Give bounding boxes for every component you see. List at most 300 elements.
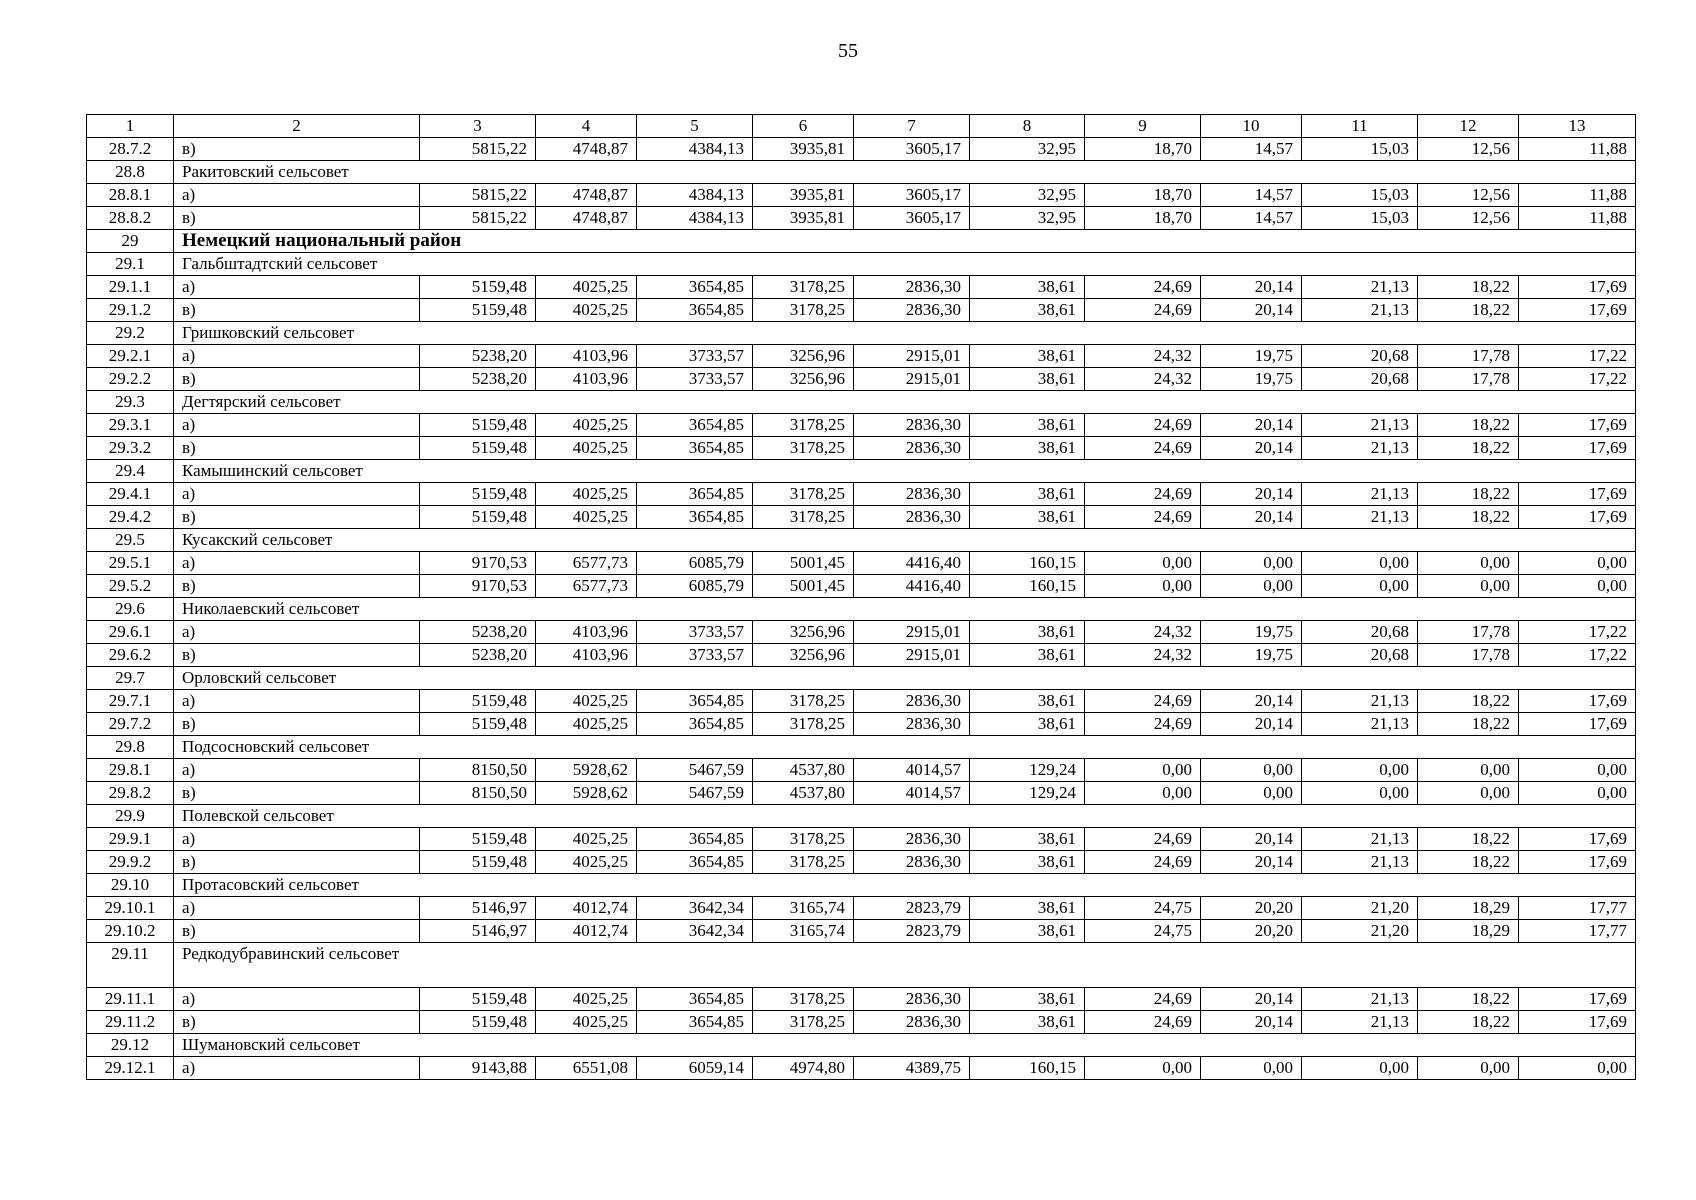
section-name: Полевской сельсовет	[174, 805, 420, 828]
value-cell: 20,20	[1201, 920, 1302, 943]
value-cell: 3654,85	[637, 414, 753, 437]
value-cell: 18,22	[1418, 713, 1519, 736]
value-cell: 38,61	[970, 437, 1085, 460]
section-row	[87, 667, 1636, 690]
value-cell: 3654,85	[637, 506, 753, 529]
row-code: 29.9.1	[87, 828, 174, 851]
value-cell: 3178,25	[753, 437, 854, 460]
value-cell: 4025,25	[536, 1011, 637, 1034]
value-cell: 2836,30	[854, 299, 970, 322]
value-cell: 20,14	[1201, 1011, 1302, 1034]
value-cell: 6551,08	[536, 1057, 637, 1080]
value-cell: 2836,30	[854, 713, 970, 736]
row-code: 29.7	[87, 667, 174, 690]
value-cell: 20,14	[1201, 299, 1302, 322]
table-row	[87, 138, 1636, 161]
section-blank-cell	[420, 736, 1636, 759]
value-cell: 17,77	[1519, 897, 1636, 920]
row-label: а)	[174, 621, 420, 644]
value-cell: 3733,57	[637, 345, 753, 368]
value-cell: 4025,25	[536, 506, 637, 529]
value-cell: 3165,74	[753, 897, 854, 920]
row-code: 29.11.2	[87, 1011, 174, 1034]
value-cell: 0,00	[1418, 782, 1519, 805]
value-cell: 12,56	[1418, 184, 1519, 207]
section-name: Дегтярский сельсовет	[174, 391, 420, 414]
value-cell: 4025,25	[536, 690, 637, 713]
value-cell: 18,22	[1418, 414, 1519, 437]
row-label: в)	[174, 644, 420, 667]
value-cell: 5159,48	[420, 276, 536, 299]
value-cell: 3178,25	[753, 483, 854, 506]
value-cell: 14,57	[1201, 138, 1302, 161]
column-number-header: 7	[854, 115, 970, 138]
value-cell: 2915,01	[854, 644, 970, 667]
value-cell: 4384,13	[637, 184, 753, 207]
section-blank-cell	[420, 1034, 1636, 1057]
row-label: в)	[174, 851, 420, 874]
value-cell: 38,61	[970, 299, 1085, 322]
value-cell: 3178,25	[753, 690, 854, 713]
column-number-header: 2	[174, 115, 420, 138]
section-row	[87, 460, 1636, 483]
section-row	[87, 391, 1636, 414]
value-cell: 24,75	[1085, 920, 1201, 943]
table-row	[87, 207, 1636, 230]
row-code: 29.5.2	[87, 575, 174, 598]
value-cell: 38,61	[970, 506, 1085, 529]
value-cell: 14,57	[1201, 184, 1302, 207]
column-number-header: 6	[753, 115, 854, 138]
value-cell: 5159,48	[420, 988, 536, 1011]
value-cell: 4416,40	[854, 575, 970, 598]
value-cell: 5159,48	[420, 690, 536, 713]
value-cell: 3605,17	[854, 184, 970, 207]
value-cell: 5238,20	[420, 368, 536, 391]
value-cell: 2836,30	[854, 437, 970, 460]
section-name: Редкодубравинский сельсовет	[174, 943, 420, 988]
row-label: в)	[174, 713, 420, 736]
value-cell: 4025,25	[536, 713, 637, 736]
value-cell: 18,29	[1418, 897, 1519, 920]
value-cell: 3178,25	[753, 506, 854, 529]
value-cell: 17,69	[1519, 299, 1636, 322]
row-label: а)	[174, 184, 420, 207]
value-cell: 5238,20	[420, 345, 536, 368]
value-cell: 2915,01	[854, 621, 970, 644]
row-code: 29.4.2	[87, 506, 174, 529]
value-cell: 18,22	[1418, 299, 1519, 322]
value-cell: 3642,34	[637, 897, 753, 920]
value-cell: 19,75	[1201, 621, 1302, 644]
value-cell: 19,75	[1201, 368, 1302, 391]
value-cell: 20,14	[1201, 713, 1302, 736]
column-number-header: 1	[87, 115, 174, 138]
value-cell: 0,00	[1201, 782, 1302, 805]
value-cell: 18,22	[1418, 276, 1519, 299]
value-cell: 17,69	[1519, 713, 1636, 736]
section-row	[87, 161, 1636, 184]
value-cell: 3733,57	[637, 644, 753, 667]
table-row	[87, 506, 1636, 529]
value-cell: 21,13	[1302, 483, 1418, 506]
value-cell: 3654,85	[637, 851, 753, 874]
section-row	[87, 943, 1636, 988]
row-code: 29.6.1	[87, 621, 174, 644]
value-cell: 4384,13	[637, 207, 753, 230]
value-cell: 24,32	[1085, 621, 1201, 644]
row-label: а)	[174, 828, 420, 851]
row-label: а)	[174, 897, 420, 920]
value-cell: 3256,96	[753, 345, 854, 368]
value-cell: 17,69	[1519, 414, 1636, 437]
value-cell: 11,88	[1519, 207, 1636, 230]
table-row	[87, 414, 1636, 437]
row-code: 29.4	[87, 460, 174, 483]
value-cell: 38,61	[970, 690, 1085, 713]
row-label: в)	[174, 368, 420, 391]
row-code: 29.1	[87, 253, 174, 276]
table-row	[87, 184, 1636, 207]
value-cell: 17,69	[1519, 506, 1636, 529]
value-cell: 17,69	[1519, 276, 1636, 299]
value-cell: 4012,74	[536, 897, 637, 920]
value-cell: 2915,01	[854, 368, 970, 391]
value-cell: 38,61	[970, 988, 1085, 1011]
value-cell: 32,95	[970, 184, 1085, 207]
table-row	[87, 368, 1636, 391]
section-name: Орловский сельсовет	[174, 667, 420, 690]
value-cell: 18,70	[1085, 138, 1201, 161]
value-cell: 5159,48	[420, 437, 536, 460]
value-cell: 17,69	[1519, 437, 1636, 460]
value-cell: 38,61	[970, 644, 1085, 667]
column-number-header: 12	[1418, 115, 1519, 138]
row-code: 29.2	[87, 322, 174, 345]
value-cell: 3178,25	[753, 1011, 854, 1034]
row-code: 29	[87, 230, 174, 253]
value-cell: 5467,59	[637, 782, 753, 805]
value-cell: 3642,34	[637, 920, 753, 943]
value-cell: 3654,85	[637, 713, 753, 736]
value-cell: 2836,30	[854, 276, 970, 299]
value-cell: 21,13	[1302, 276, 1418, 299]
row-code: 29.11.1	[87, 988, 174, 1011]
value-cell: 18,22	[1418, 828, 1519, 851]
value-cell: 4014,57	[854, 759, 970, 782]
row-code: 29.9.2	[87, 851, 174, 874]
value-cell: 3178,25	[753, 851, 854, 874]
table-row	[87, 276, 1636, 299]
value-cell: 2915,01	[854, 345, 970, 368]
value-cell: 5159,48	[420, 483, 536, 506]
table-row	[87, 988, 1636, 1011]
value-cell: 2836,30	[854, 506, 970, 529]
table-row	[87, 552, 1636, 575]
value-cell: 24,75	[1085, 897, 1201, 920]
value-cell: 38,61	[970, 276, 1085, 299]
value-cell: 3178,25	[753, 299, 854, 322]
value-cell: 2836,30	[854, 988, 970, 1011]
table-row	[87, 690, 1636, 713]
row-label: а)	[174, 759, 420, 782]
value-cell: 0,00	[1418, 575, 1519, 598]
column-number-header: 13	[1519, 115, 1636, 138]
value-cell: 4537,80	[753, 759, 854, 782]
value-cell: 9143,88	[420, 1057, 536, 1080]
value-cell: 20,14	[1201, 437, 1302, 460]
value-cell: 2823,79	[854, 920, 970, 943]
section-row	[87, 598, 1636, 621]
section-name: Протасовский сельсовет	[174, 874, 420, 897]
value-cell: 0,00	[1519, 782, 1636, 805]
value-cell: 0,00	[1302, 782, 1418, 805]
value-cell: 3178,25	[753, 414, 854, 437]
value-cell: 17,69	[1519, 851, 1636, 874]
row-label: а)	[174, 1057, 420, 1080]
value-cell: 6059,14	[637, 1057, 753, 1080]
value-cell: 17,22	[1519, 368, 1636, 391]
table-row	[87, 299, 1636, 322]
value-cell: 0,00	[1201, 1057, 1302, 1080]
value-cell: 9170,53	[420, 552, 536, 575]
value-cell: 21,13	[1302, 414, 1418, 437]
value-cell: 24,69	[1085, 690, 1201, 713]
column-number-header: 5	[637, 115, 753, 138]
value-cell: 18,22	[1418, 483, 1519, 506]
value-cell: 3256,96	[753, 621, 854, 644]
value-cell: 4103,96	[536, 621, 637, 644]
row-code: 29.12.1	[87, 1057, 174, 1080]
value-cell: 38,61	[970, 414, 1085, 437]
value-cell: 0,00	[1519, 575, 1636, 598]
value-cell: 3178,25	[753, 988, 854, 1011]
value-cell: 17,69	[1519, 483, 1636, 506]
value-cell: 5159,48	[420, 851, 536, 874]
value-cell: 24,69	[1085, 437, 1201, 460]
section-row	[87, 1034, 1636, 1057]
value-cell: 24,69	[1085, 713, 1201, 736]
row-code: 28.7.2	[87, 138, 174, 161]
value-cell: 160,15	[970, 575, 1085, 598]
table-header-row	[87, 115, 1636, 138]
section-blank-cell	[420, 322, 1636, 345]
row-code: 29.11	[87, 943, 174, 988]
section-name: Камышинский сельсовет	[174, 460, 420, 483]
value-cell: 18,22	[1418, 690, 1519, 713]
value-cell: 3178,25	[753, 828, 854, 851]
value-cell: 4014,57	[854, 782, 970, 805]
section-blank-cell	[420, 598, 1636, 621]
value-cell: 5467,59	[637, 759, 753, 782]
value-cell: 18,22	[1418, 506, 1519, 529]
value-cell: 3178,25	[753, 713, 854, 736]
value-cell: 38,61	[970, 621, 1085, 644]
value-cell: 17,69	[1519, 690, 1636, 713]
value-cell: 11,88	[1519, 184, 1636, 207]
value-cell: 4025,25	[536, 828, 637, 851]
value-cell: 19,75	[1201, 345, 1302, 368]
value-cell: 4103,96	[536, 368, 637, 391]
row-code: 29.9	[87, 805, 174, 828]
value-cell: 24,69	[1085, 506, 1201, 529]
value-cell: 5815,22	[420, 207, 536, 230]
value-cell: 5815,22	[420, 184, 536, 207]
value-cell: 4537,80	[753, 782, 854, 805]
row-code: 29.4.1	[87, 483, 174, 506]
value-cell: 38,61	[970, 897, 1085, 920]
row-label: а)	[174, 345, 420, 368]
value-cell: 4748,87	[536, 138, 637, 161]
table-row	[87, 759, 1636, 782]
row-label: а)	[174, 414, 420, 437]
row-code: 29.10.1	[87, 897, 174, 920]
row-code: 29.6	[87, 598, 174, 621]
section-name: Ракитовский сельсовет	[174, 161, 420, 184]
tariff-table	[86, 114, 1636, 1080]
value-cell: 4384,13	[637, 138, 753, 161]
section-row	[87, 230, 1636, 253]
value-cell: 4103,96	[536, 644, 637, 667]
value-cell: 32,95	[970, 138, 1085, 161]
value-cell: 3654,85	[637, 828, 753, 851]
value-cell: 5159,48	[420, 828, 536, 851]
value-cell: 4025,25	[536, 483, 637, 506]
row-code: 29.10	[87, 874, 174, 897]
value-cell: 18,70	[1085, 184, 1201, 207]
row-label: в)	[174, 575, 420, 598]
row-label: в)	[174, 138, 420, 161]
value-cell: 38,61	[970, 713, 1085, 736]
table-row	[87, 897, 1636, 920]
value-cell: 4025,25	[536, 988, 637, 1011]
value-cell: 0,00	[1201, 575, 1302, 598]
value-cell: 5159,48	[420, 506, 536, 529]
value-cell: 3178,25	[753, 276, 854, 299]
value-cell: 20,14	[1201, 828, 1302, 851]
value-cell: 4416,40	[854, 552, 970, 575]
value-cell: 24,69	[1085, 851, 1201, 874]
table-row	[87, 437, 1636, 460]
table-row	[87, 851, 1636, 874]
value-cell: 3256,96	[753, 368, 854, 391]
row-code: 29.8.2	[87, 782, 174, 805]
value-cell: 0,00	[1519, 1057, 1636, 1080]
table-row	[87, 782, 1636, 805]
column-number-header: 4	[536, 115, 637, 138]
value-cell: 24,32	[1085, 368, 1201, 391]
value-cell: 5928,62	[536, 759, 637, 782]
value-cell: 4025,25	[536, 414, 637, 437]
row-code: 29.6.2	[87, 644, 174, 667]
value-cell: 3733,57	[637, 368, 753, 391]
section-blank-cell	[420, 230, 1636, 253]
value-cell: 2836,30	[854, 414, 970, 437]
value-cell: 20,14	[1201, 414, 1302, 437]
value-cell: 3605,17	[854, 207, 970, 230]
value-cell: 38,61	[970, 483, 1085, 506]
value-cell: 21,13	[1302, 437, 1418, 460]
value-cell: 38,61	[970, 828, 1085, 851]
section-row	[87, 529, 1636, 552]
value-cell: 3935,81	[753, 138, 854, 161]
value-cell: 18,22	[1418, 437, 1519, 460]
column-number-header: 3	[420, 115, 536, 138]
row-label: а)	[174, 276, 420, 299]
value-cell: 24,69	[1085, 414, 1201, 437]
row-code: 28.8.2	[87, 207, 174, 230]
value-cell: 17,69	[1519, 828, 1636, 851]
section-blank-cell	[420, 460, 1636, 483]
value-cell: 19,75	[1201, 644, 1302, 667]
row-code: 29.3	[87, 391, 174, 414]
row-code: 29.7.2	[87, 713, 174, 736]
section-name: Гальбштадтский сельсовет	[174, 253, 420, 276]
value-cell: 0,00	[1085, 552, 1201, 575]
table-row	[87, 1057, 1636, 1080]
row-code: 29.3.2	[87, 437, 174, 460]
value-cell: 17,78	[1418, 621, 1519, 644]
value-cell: 32,95	[970, 207, 1085, 230]
table-row	[87, 575, 1636, 598]
value-cell: 5146,97	[420, 897, 536, 920]
value-cell: 24,69	[1085, 828, 1201, 851]
value-cell: 8150,50	[420, 782, 536, 805]
value-cell: 17,22	[1519, 621, 1636, 644]
value-cell: 8150,50	[420, 759, 536, 782]
value-cell: 5159,48	[420, 713, 536, 736]
row-code: 29.8.1	[87, 759, 174, 782]
row-code: 29.1.1	[87, 276, 174, 299]
value-cell: 21,13	[1302, 713, 1418, 736]
value-cell: 4389,75	[854, 1057, 970, 1080]
value-cell: 9170,53	[420, 575, 536, 598]
column-number-header: 11	[1302, 115, 1418, 138]
section-blank-cell	[420, 874, 1636, 897]
value-cell: 160,15	[970, 552, 1085, 575]
value-cell: 3654,85	[637, 483, 753, 506]
value-cell: 129,24	[970, 782, 1085, 805]
value-cell: 5238,20	[420, 644, 536, 667]
value-cell: 18,29	[1418, 920, 1519, 943]
value-cell: 15,03	[1302, 207, 1418, 230]
section-name: Немецкий национальный район	[174, 230, 420, 253]
value-cell: 0,00	[1201, 552, 1302, 575]
section-name: Николаевский сельсовет	[174, 598, 420, 621]
value-cell: 3654,85	[637, 276, 753, 299]
value-cell: 6085,79	[637, 575, 753, 598]
value-cell: 2836,30	[854, 851, 970, 874]
section-blank-cell	[420, 805, 1636, 828]
value-cell: 21,13	[1302, 690, 1418, 713]
value-cell: 21,13	[1302, 506, 1418, 529]
row-code: 29.2.1	[87, 345, 174, 368]
value-cell: 38,61	[970, 1011, 1085, 1034]
value-cell: 20,14	[1201, 690, 1302, 713]
value-cell: 20,14	[1201, 483, 1302, 506]
value-cell: 4025,25	[536, 299, 637, 322]
value-cell: 20,14	[1201, 988, 1302, 1011]
section-blank-cell	[420, 253, 1636, 276]
value-cell: 38,61	[970, 851, 1085, 874]
value-cell: 4025,25	[536, 437, 637, 460]
value-cell: 0,00	[1302, 1057, 1418, 1080]
row-label: а)	[174, 552, 420, 575]
row-label: в)	[174, 920, 420, 943]
section-blank-cell	[420, 943, 1636, 988]
row-code: 28.8	[87, 161, 174, 184]
row-code: 29.10.2	[87, 920, 174, 943]
